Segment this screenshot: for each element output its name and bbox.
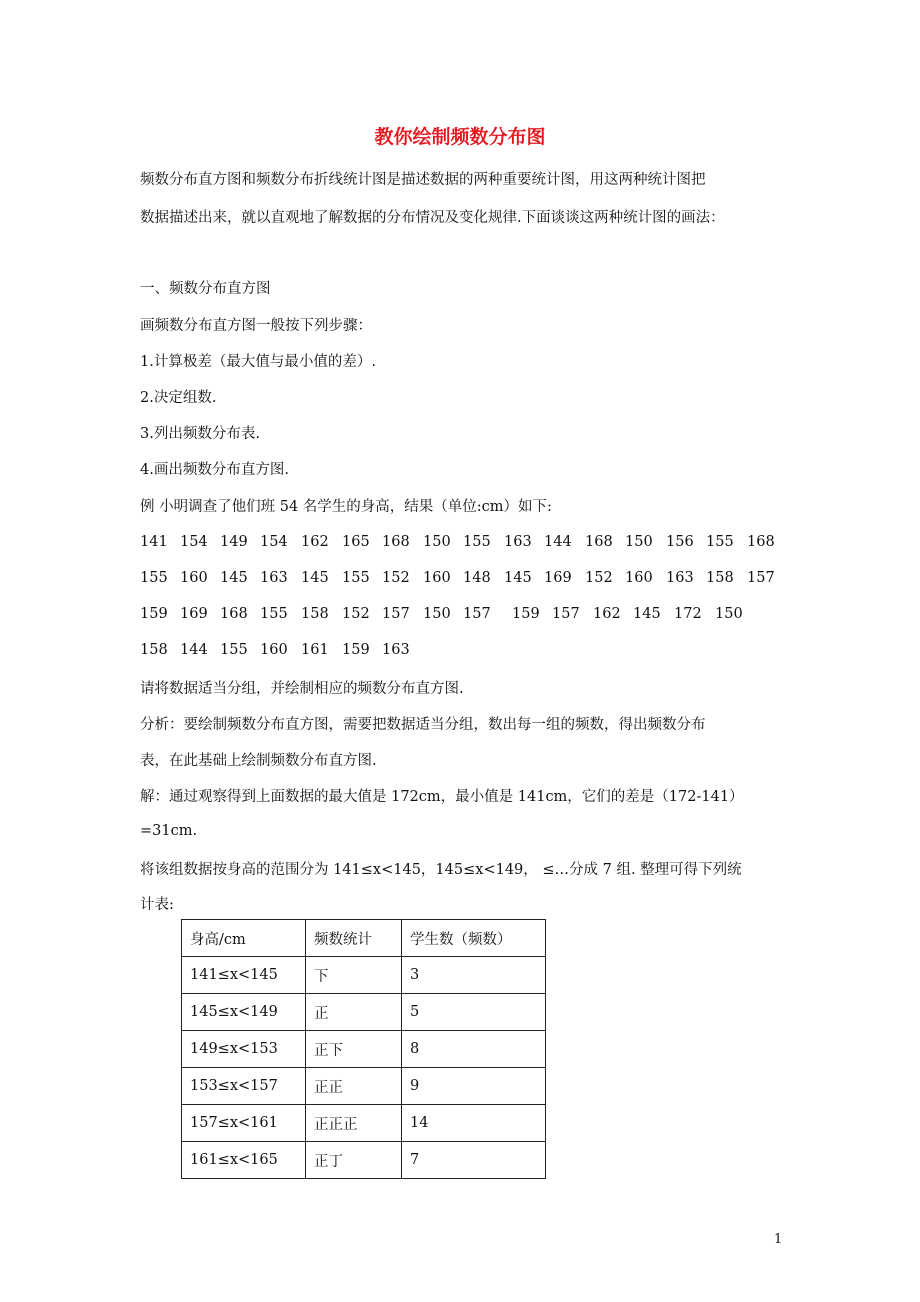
data-value: 163 xyxy=(504,534,532,550)
data-value: 163 xyxy=(260,570,288,586)
student-count: 7 xyxy=(402,1142,546,1179)
data-value: 154 xyxy=(260,534,288,550)
header-tally: 频数统计 xyxy=(306,920,402,957)
data-value: 155 xyxy=(220,642,248,658)
data-value: 155 xyxy=(140,570,168,586)
data-value: 152 xyxy=(585,570,613,586)
data-value: 158 xyxy=(706,570,734,586)
data-value: 145 xyxy=(633,606,661,622)
solution-line-1: 解：通过观察得到上面数据的最大值是 172cm，最小值是 141cm，它们的差是（172-141） xyxy=(140,789,744,805)
student-count: 3 xyxy=(402,957,546,994)
tally-mark: 正下 xyxy=(306,1031,402,1068)
analysis-line-1: 分析：要绘制频数分布直方图，需要把数据适当分组，数出每一组的频数，得出频数分布 xyxy=(140,717,706,733)
data-value: 155 xyxy=(260,606,288,622)
table-row xyxy=(182,1068,546,1105)
height-range: 153≤x<157 xyxy=(182,1068,306,1105)
data-value: 150 xyxy=(625,534,653,550)
data-value: 145 xyxy=(220,570,248,586)
page-number: 1 xyxy=(774,1232,783,1247)
height-range: 161≤x<165 xyxy=(182,1142,306,1179)
section-heading: 一、频数分布直方图 xyxy=(140,281,271,297)
data-value: 169 xyxy=(180,606,208,622)
data-value: 160 xyxy=(180,570,208,586)
data-value: 169 xyxy=(544,570,572,586)
step-item: 4.画出频数分布直方图. xyxy=(140,462,289,478)
data-value: 160 xyxy=(423,570,451,586)
data-value: 145 xyxy=(301,570,329,586)
data-value: 168 xyxy=(220,606,248,622)
data-value: 152 xyxy=(342,606,370,622)
data-value: 162 xyxy=(593,606,621,622)
data-value: 150 xyxy=(423,606,451,622)
data-value: 157 xyxy=(552,606,580,622)
data-value: 154 xyxy=(180,534,208,550)
table-row xyxy=(182,1105,546,1142)
header-height: 身高/cm xyxy=(182,920,306,957)
data-value: 172 xyxy=(674,606,702,622)
student-count: 8 xyxy=(402,1031,546,1068)
data-value: 165 xyxy=(342,534,370,550)
frequency-table xyxy=(181,919,546,1179)
solution-line-3: 将该组数据按身高的范围分为 141≤x<145，145≤x<149， ≤…分成 7 组. 整理可得下列统 xyxy=(140,862,742,878)
data-value: 155 xyxy=(463,534,491,550)
step-item: 3.列出频数分布表. xyxy=(140,426,260,442)
data-value: 159 xyxy=(512,606,540,622)
steps-intro: 画频数分布直方图一般按下列步骤： xyxy=(140,318,372,334)
table-row xyxy=(182,957,546,994)
intro-line-1: 频数分布直方图和频数分布折线统计图是描述数据的两种重要统计图，用这两种统计图把 xyxy=(140,172,706,188)
step-item: 1.计算极差（最大值与最小值的差）. xyxy=(140,354,376,370)
data-value: 157 xyxy=(382,606,410,622)
table-row xyxy=(182,994,546,1031)
intro-line-2: 数据描述出来，就以直观地了解数据的分布情况及变化规律.下面谈谈这两种统计图的画法： xyxy=(140,210,725,226)
solution-line-4: 计表: xyxy=(140,897,174,913)
student-count: 9 xyxy=(402,1068,546,1105)
data-value: 155 xyxy=(706,534,734,550)
data-value: 160 xyxy=(625,570,653,586)
tally-mark: 下 xyxy=(306,957,402,994)
analysis-line-2: 表，在此基础上绘制频数分布直方图. xyxy=(140,753,377,769)
data-value: 145 xyxy=(504,570,532,586)
data-value: 163 xyxy=(382,642,410,658)
data-value: 150 xyxy=(715,606,743,622)
data-value: 159 xyxy=(342,642,370,658)
data-value: 144 xyxy=(544,534,572,550)
height-range: 149≤x<153 xyxy=(182,1031,306,1068)
header-count: 学生数（频数） xyxy=(402,920,546,957)
data-value: 148 xyxy=(463,570,491,586)
tally-mark: 正 xyxy=(306,994,402,1031)
page-title: 教你绘制频数分布图 xyxy=(374,126,546,148)
data-value: 163 xyxy=(666,570,694,586)
tally-mark: 正丁 xyxy=(306,1142,402,1179)
data-value: 157 xyxy=(747,570,775,586)
example-statement: 例 小明调查了他们班 54 名学生的身高，结果（单位:cm）如下: xyxy=(140,499,552,515)
data-value: 162 xyxy=(301,534,329,550)
tally-mark: 正正 xyxy=(306,1068,402,1105)
data-value: 152 xyxy=(382,570,410,586)
task-statement: 请将数据适当分组，并绘制相应的频数分布直方图. xyxy=(140,681,464,697)
height-range: 157≤x<161 xyxy=(182,1105,306,1142)
data-value: 150 xyxy=(423,534,451,550)
data-value: 168 xyxy=(382,534,410,550)
data-value: 157 xyxy=(463,606,491,622)
table-row xyxy=(182,1142,546,1179)
data-value: 158 xyxy=(140,642,168,658)
table-header-row xyxy=(182,920,546,957)
data-value: 156 xyxy=(666,534,694,550)
data-value: 141 xyxy=(140,534,168,550)
solution-line-2: =31cm. xyxy=(140,823,198,839)
table-row xyxy=(182,1031,546,1068)
data-value: 159 xyxy=(140,606,168,622)
student-count: 14 xyxy=(402,1105,546,1142)
data-value: 155 xyxy=(342,570,370,586)
tally-mark: 正正正 xyxy=(306,1105,402,1142)
height-range: 141≤x<145 xyxy=(182,957,306,994)
data-value: 160 xyxy=(260,642,288,658)
data-value: 168 xyxy=(747,534,775,550)
data-value: 144 xyxy=(180,642,208,658)
data-value: 158 xyxy=(301,606,329,622)
data-value: 161 xyxy=(301,642,329,658)
step-item: 2.决定组数. xyxy=(140,390,217,406)
data-value: 149 xyxy=(220,534,248,550)
height-range: 145≤x<149 xyxy=(182,994,306,1031)
data-value: 168 xyxy=(585,534,613,550)
student-count: 5 xyxy=(402,994,546,1031)
